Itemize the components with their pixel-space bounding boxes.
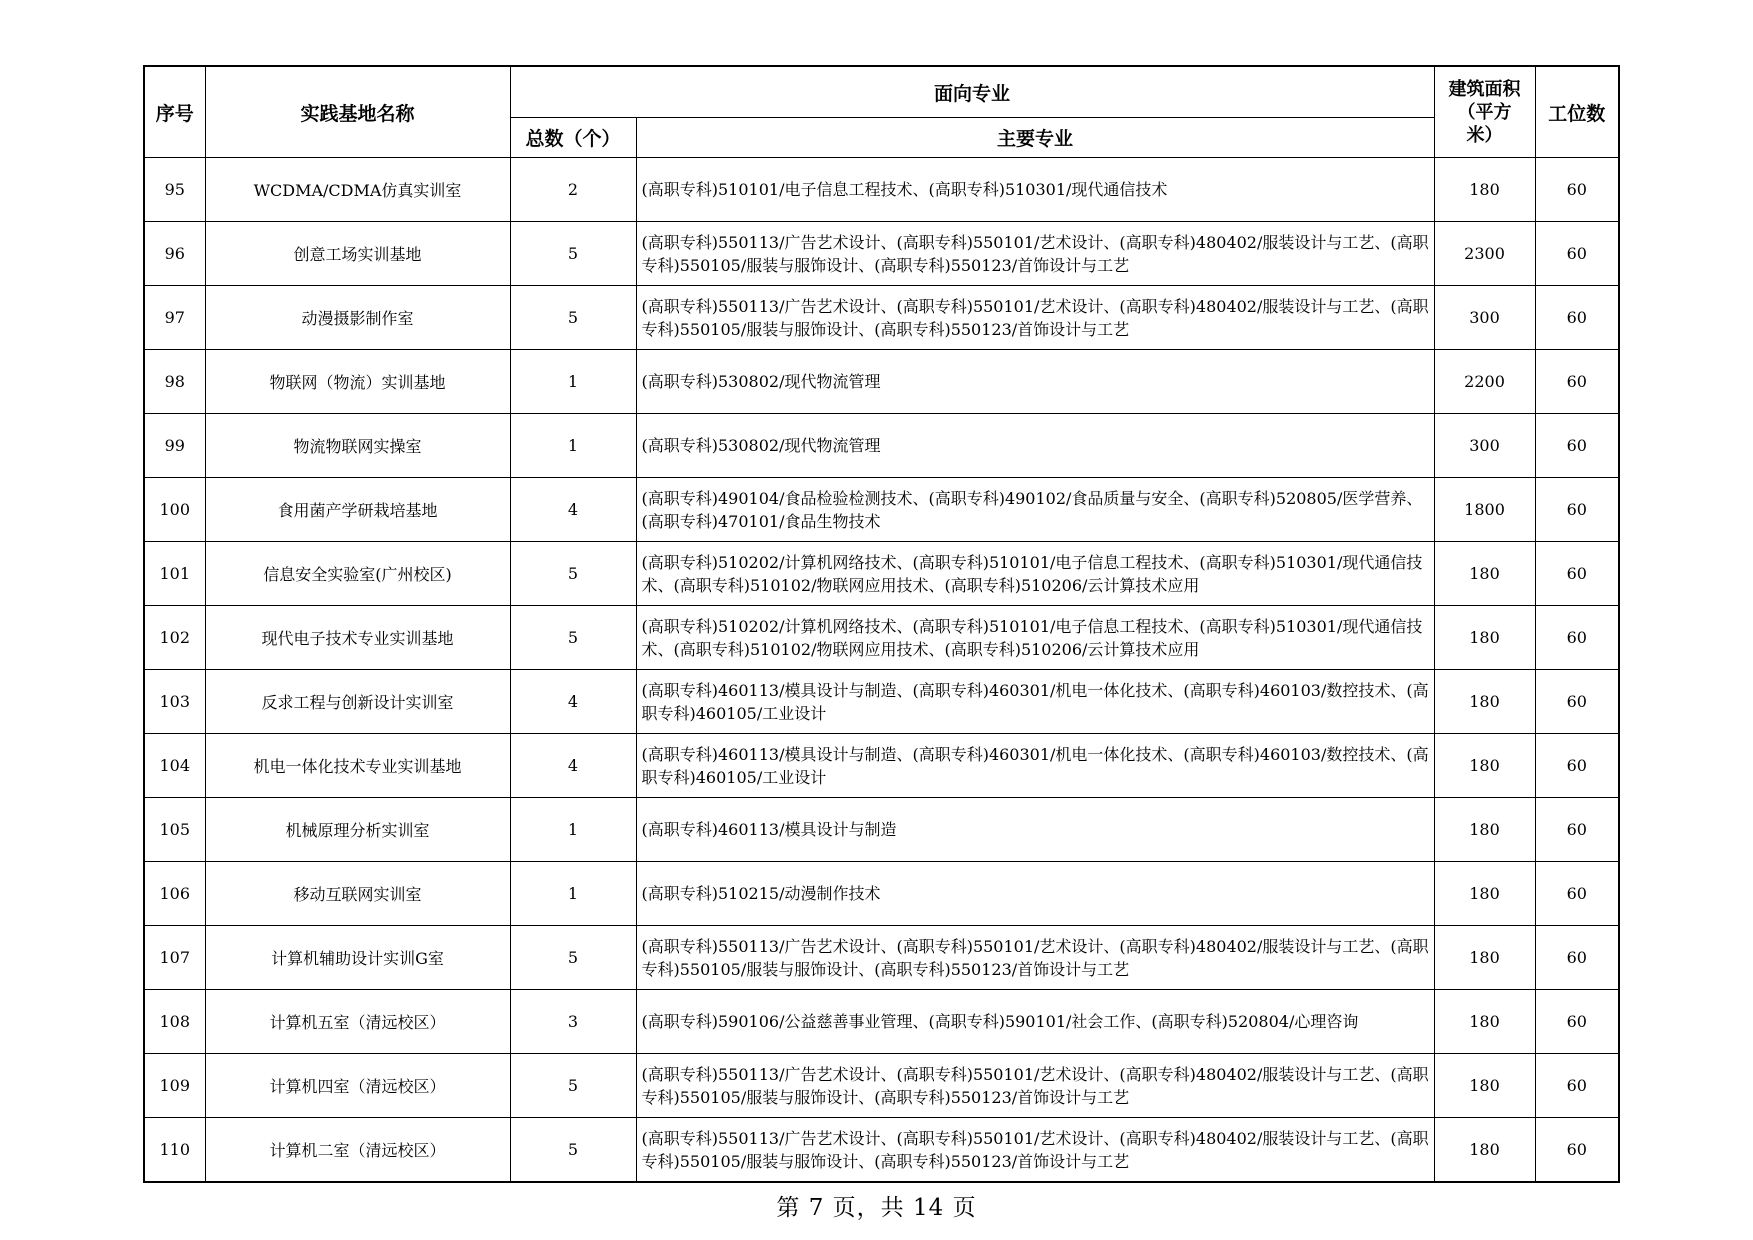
cell-seq: 99 — [144, 414, 205, 478]
cell-majors — [636, 606, 1434, 670]
cell-majors — [636, 862, 1434, 926]
cell-base-name: 反求工程与创新设计实训室 — [205, 670, 510, 734]
cell-base-name: 现代电子技术专业实训基地 — [205, 606, 510, 670]
table-row — [144, 990, 1619, 1054]
header-stations: 工位数 — [1535, 66, 1619, 158]
cell-total: 2 — [510, 158, 636, 222]
cell-total: 5 — [510, 286, 636, 350]
cell-stations: 60 — [1535, 1054, 1619, 1118]
table-row — [144, 798, 1619, 862]
cell-stations: 60 — [1535, 670, 1619, 734]
cell-total: 4 — [510, 670, 636, 734]
cell-base-name: WCDMA/CDMA仿真实训室 — [205, 158, 510, 222]
majors-text: (高职专科)510215/动漫制作技术 — [641, 884, 881, 903]
cell-stations: 60 — [1535, 1118, 1619, 1183]
cell-base-name: 机电一体化技术专业实训基地 — [205, 734, 510, 798]
cell-majors — [636, 798, 1434, 862]
cell-total: 1 — [510, 798, 636, 862]
cell-majors — [636, 926, 1434, 990]
cell-majors — [636, 1118, 1434, 1183]
cell-base-name: 计算机辅助设计实训G室 — [205, 926, 510, 990]
cell-seq: 101 — [144, 542, 205, 606]
cell-total: 3 — [510, 990, 636, 1054]
cell-area: 300 — [1434, 414, 1535, 478]
practice-base-table — [143, 65, 1620, 1183]
majors-text: (高职专科)550113/广告艺术设计、(高职专科)550101/艺术设计、(高职专科)480402/服装设计与工艺、(高职专科)550105/服装与服饰设计、(高职专科)550123/首饰设计与工艺 — [641, 1064, 1429, 1107]
cell-total: 5 — [510, 926, 636, 990]
cell-seq: 110 — [144, 1118, 205, 1183]
cell-majors — [636, 286, 1434, 350]
cell-seq: 106 — [144, 862, 205, 926]
majors-text: (高职专科)460113/模具设计与制造 — [641, 820, 897, 839]
cell-base-name: 动漫摄影制作室 — [205, 286, 510, 350]
cell-base-name: 物联网（物流）实训基地 — [205, 350, 510, 414]
cell-seq: 107 — [144, 926, 205, 990]
table-row — [144, 286, 1619, 350]
cell-total: 5 — [510, 542, 636, 606]
cell-total: 1 — [510, 350, 636, 414]
cell-seq: 96 — [144, 222, 205, 286]
cell-area: 180 — [1434, 734, 1535, 798]
cell-total: 4 — [510, 734, 636, 798]
table-row — [144, 414, 1619, 478]
majors-text: (高职专科)590106/公益慈善事业管理、(高职专科)590101/社会工作、(高职专科)520804/心理咨询 — [641, 1012, 1359, 1031]
header-area — [1434, 66, 1535, 158]
cell-total: 4 — [510, 478, 636, 542]
cell-stations: 60 — [1535, 158, 1619, 222]
table-row — [144, 1118, 1619, 1183]
cell-stations: 60 — [1535, 222, 1619, 286]
cell-area: 180 — [1434, 926, 1535, 990]
majors-text: (高职专科)490104/食品检验检测技术、(高职专科)490102/食品质量与安全、(高职专科)520805/医学营养、(高职专科)470101/食品生物技术 — [641, 488, 1423, 531]
table-row — [144, 606, 1619, 670]
cell-seq: 105 — [144, 798, 205, 862]
cell-seq: 95 — [144, 158, 205, 222]
cell-majors — [636, 414, 1434, 478]
majors-text: (高职专科)550113/广告艺术设计、(高职专科)550101/艺术设计、(高职专科)480402/服装设计与工艺、(高职专科)550105/服装与服饰设计、(高职专科)550123/首饰设计与工艺 — [641, 936, 1429, 979]
cell-area: 180 — [1434, 798, 1535, 862]
cell-base-name: 机械原理分析实训室 — [205, 798, 510, 862]
cell-area: 180 — [1434, 990, 1535, 1054]
cell-seq: 98 — [144, 350, 205, 414]
table-row — [144, 222, 1619, 286]
cell-stations: 60 — [1535, 478, 1619, 542]
cell-area: 180 — [1434, 1054, 1535, 1118]
cell-base-name: 计算机五室（清远校区） — [205, 990, 510, 1054]
table-row — [144, 478, 1619, 542]
majors-text: (高职专科)550113/广告艺术设计、(高职专科)550101/艺术设计、(高职专科)480402/服装设计与工艺、(高职专科)550105/服装与服饰设计、(高职专科)550123/首饰设计与工艺 — [641, 296, 1429, 339]
header-area-line1: 建筑面积 — [1448, 78, 1521, 100]
majors-text: (高职专科)530802/现代物流管理 — [641, 436, 881, 455]
header-area-line3: 米） — [1466, 124, 1503, 146]
header-base-name: 实践基地名称 — [205, 66, 510, 158]
cell-majors — [636, 1054, 1434, 1118]
cell-majors — [636, 542, 1434, 606]
cell-stations: 60 — [1535, 414, 1619, 478]
cell-area: 180 — [1434, 670, 1535, 734]
cell-majors — [636, 350, 1434, 414]
majors-text: (高职专科)510202/计算机网络技术、(高职专科)510101/电子信息工程技术、(高职专科)510301/现代通信技术、(高职专科)510102/物联网应用技术、(高职专科)510206/云计算技术应用 — [641, 616, 1423, 659]
table-row — [144, 1054, 1619, 1118]
table-row — [144, 862, 1619, 926]
cell-seq: 104 — [144, 734, 205, 798]
cell-stations: 60 — [1535, 798, 1619, 862]
table-row — [144, 158, 1619, 222]
header-main-majors: 主要专业 — [636, 118, 1434, 158]
cell-majors — [636, 478, 1434, 542]
header-majors-group: 面向专业 — [510, 66, 1434, 118]
cell-stations: 60 — [1535, 862, 1619, 926]
cell-seq: 109 — [144, 1054, 205, 1118]
cell-seq: 108 — [144, 990, 205, 1054]
cell-total: 5 — [510, 222, 636, 286]
cell-area: 2200 — [1434, 350, 1535, 414]
majors-text: (高职专科)510101/电子信息工程技术、(高职专科)510301/现代通信技术 — [641, 180, 1168, 199]
cell-stations: 60 — [1535, 542, 1619, 606]
cell-total: 5 — [510, 606, 636, 670]
cell-seq: 97 — [144, 286, 205, 350]
cell-area: 180 — [1434, 1118, 1535, 1183]
header-area-line2: （平方 — [1457, 101, 1512, 123]
table-row — [144, 542, 1619, 606]
cell-area: 2300 — [1434, 222, 1535, 286]
cell-base-name: 移动互联网实训室 — [205, 862, 510, 926]
majors-text: (高职专科)510202/计算机网络技术、(高职专科)510101/电子信息工程技术、(高职专科)510301/现代通信技术、(高职专科)510102/物联网应用技术、(高职专科)510206/云计算技术应用 — [641, 552, 1423, 595]
cell-majors — [636, 734, 1434, 798]
cell-area: 180 — [1434, 606, 1535, 670]
cell-area: 300 — [1434, 286, 1535, 350]
cell-base-name: 计算机四室（清远校区） — [205, 1054, 510, 1118]
table-header — [144, 66, 1619, 158]
cell-majors — [636, 990, 1434, 1054]
cell-total: 5 — [510, 1054, 636, 1118]
cell-majors — [636, 670, 1434, 734]
cell-majors — [636, 158, 1434, 222]
majors-text: (高职专科)530802/现代物流管理 — [641, 372, 881, 391]
header-total: 总数（个） — [510, 118, 636, 158]
majors-text: (高职专科)550113/广告艺术设计、(高职专科)550101/艺术设计、(高职专科)480402/服装设计与工艺、(高职专科)550105/服装与服饰设计、(高职专科)550123/首饰设计与工艺 — [641, 232, 1429, 275]
page-footer: 第 7 页，共 14 页 — [776, 1195, 977, 1221]
cell-area: 180 — [1434, 158, 1535, 222]
cell-seq: 103 — [144, 670, 205, 734]
cell-base-name: 物流物联网实操室 — [205, 414, 510, 478]
cell-total: 1 — [510, 414, 636, 478]
cell-seq: 100 — [144, 478, 205, 542]
majors-text: (高职专科)460113/模具设计与制造、(高职专科)460301/机电一体化技术、(高职专科)460103/数控技术、(高职专科)460105/工业设计 — [641, 744, 1429, 787]
majors-text: (高职专科)460113/模具设计与制造、(高职专科)460301/机电一体化技术、(高职专科)460103/数控技术、(高职专科)460105/工业设计 — [641, 680, 1429, 723]
cell-stations: 60 — [1535, 286, 1619, 350]
table-row — [144, 670, 1619, 734]
table-body — [144, 158, 1619, 1183]
cell-area: 180 — [1434, 542, 1535, 606]
cell-stations: 60 — [1535, 990, 1619, 1054]
cell-stations: 60 — [1535, 734, 1619, 798]
header-seq: 序号 — [144, 66, 205, 158]
majors-text: (高职专科)550113/广告艺术设计、(高职专科)550101/艺术设计、(高职专科)480402/服装设计与工艺、(高职专科)550105/服装与服饰设计、(高职专科)550123/首饰设计与工艺 — [641, 1128, 1429, 1171]
cell-stations: 60 — [1535, 606, 1619, 670]
cell-majors — [636, 222, 1434, 286]
cell-base-name: 信息安全实验室(广州校区) — [205, 542, 510, 606]
cell-base-name: 计算机二室（清远校区） — [205, 1118, 510, 1183]
cell-base-name: 创意工场实训基地 — [205, 222, 510, 286]
table-row — [144, 350, 1619, 414]
cell-seq: 102 — [144, 606, 205, 670]
table-row — [144, 926, 1619, 990]
cell-base-name: 食用菌产学研栽培基地 — [205, 478, 510, 542]
cell-area: 1800 — [1434, 478, 1535, 542]
cell-stations: 60 — [1535, 350, 1619, 414]
cell-total: 1 — [510, 862, 636, 926]
cell-stations: 60 — [1535, 926, 1619, 990]
cell-area: 180 — [1434, 862, 1535, 926]
table-row — [144, 734, 1619, 798]
cell-total: 5 — [510, 1118, 636, 1183]
